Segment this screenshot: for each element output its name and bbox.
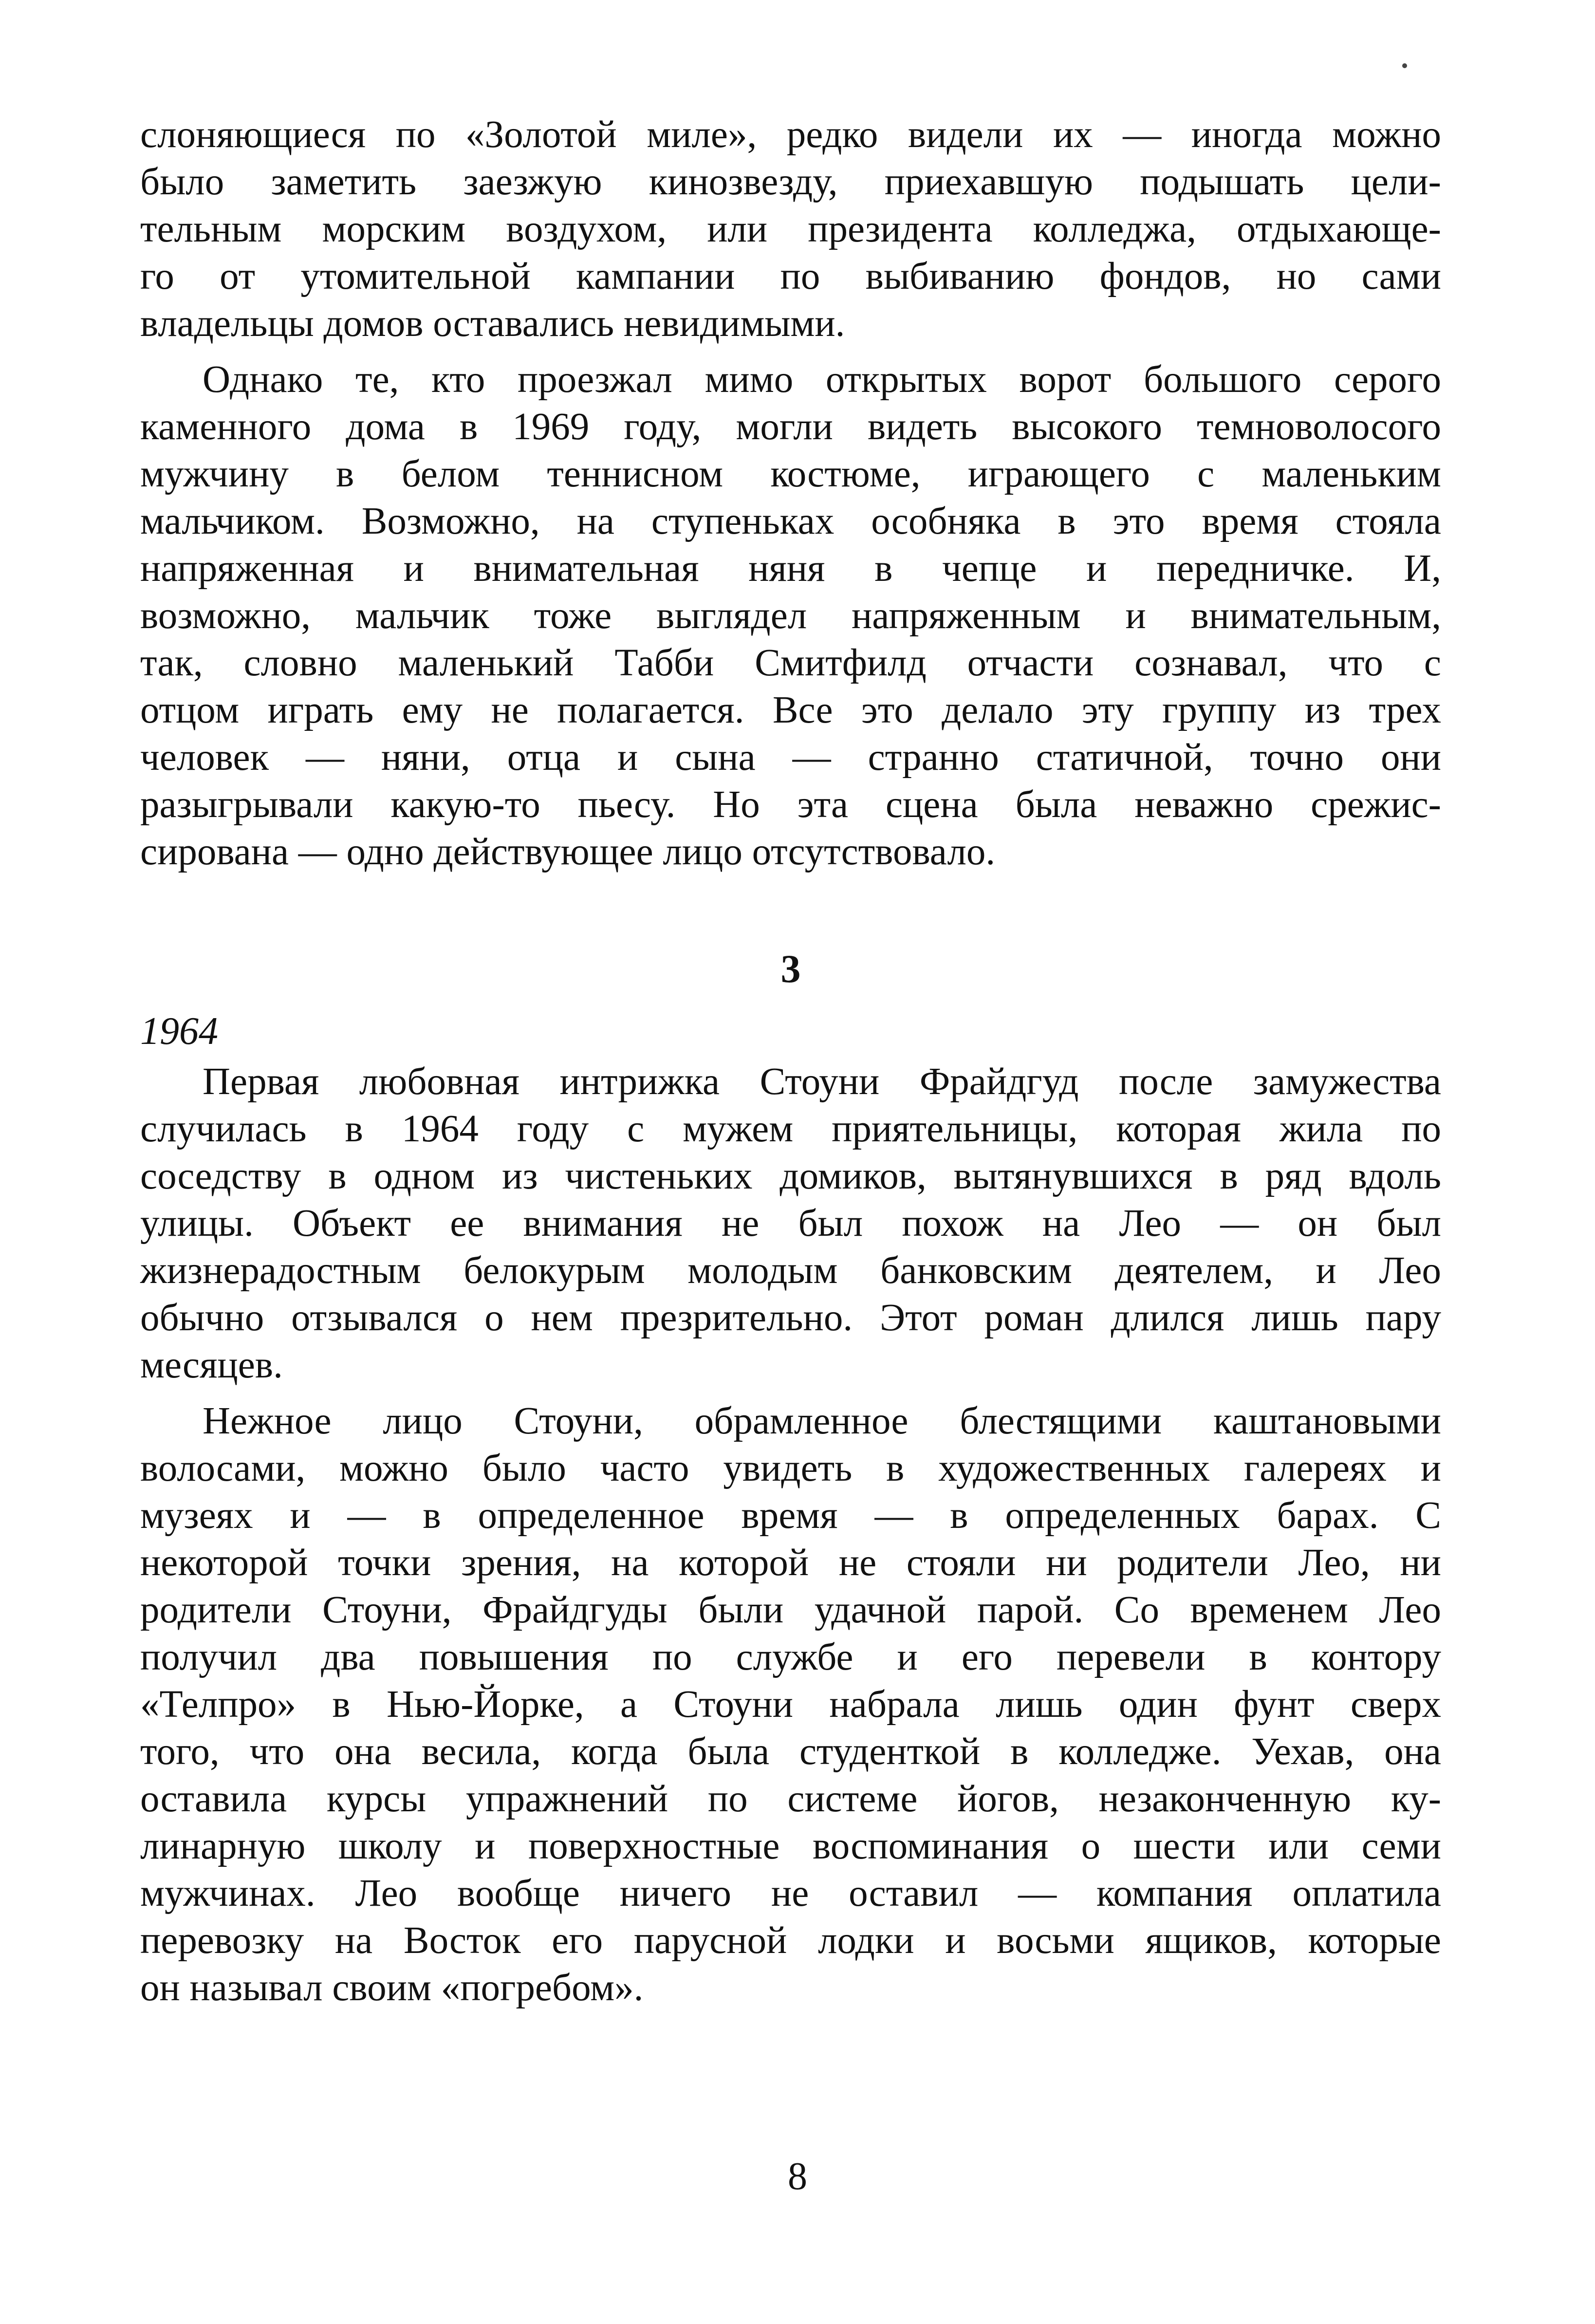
text-line: соседству в одном из чистеньких домиков, вытянувшихся в ряд вдоль [140,1155,1441,1197]
page-number: 8 [788,2155,807,2198]
text-line: случилась в 1964 году с мужем приятельницы, которая жила по [140,1108,1441,1150]
text-line: линарную школу и поверхностные воспоминания о шести или семи [140,1825,1441,1867]
text-line: владельцы домов оставались невидимыми. [140,302,845,345]
text-line: обычно отзывался о нем презрительно. Этот роман длился лишь пару [140,1297,1441,1339]
text-line: того, что она весила, когда была студенткой в колледже. Уехав, она [140,1730,1441,1773]
text-line: человек — няни, отца и сына — странно статичной, точно они [140,736,1441,779]
chapter-body [140,1058,1441,2011]
text-line: жизнерадостным белокурым молодым банковским деятелем, и Лео [140,1249,1441,1292]
text-line: напряженная и внимательная няня в чепце и передничке. И, [140,547,1441,590]
text-line: волосами, можно было часто увидеть в художественных галереях и [140,1447,1441,1489]
scan-speck [1402,63,1407,68]
text-line: разыгрывали какую-то пьесу. Но эта сцена была неважно срежис- [140,783,1441,826]
text-line: месяцев. [140,1344,283,1386]
text-line: получил два повышения по службе и его перевели в контору [140,1636,1441,1678]
text-line: Однако те, кто проезжал мимо открытых ворот большого серого [203,358,1441,401]
chapter-number: 3 [780,947,801,991]
paragraph-1 [140,111,1441,347]
text-line: отцом играть ему не полагается. Все это делало эту группу из трех [140,689,1441,731]
text-line: «Телпро» в Нью-Йорке, а Стоуни набрала лишь один фунт сверх [140,1683,1441,1726]
paragraph-2 [140,356,1441,875]
text-line: перевозку на Восток его парусной лодки и восьми ящиков, которые [140,1919,1441,1962]
text-line: оставила курсы упражнений по системе йогов, незаконченную ку- [140,1778,1441,1820]
text-line: мужчинах. Лео вообще ничего не оставил — компания оплатила [140,1872,1441,1915]
text-line: тельным морским воздухом, или президента колледжа, отдыхающе- [140,208,1441,250]
text-line: музеях и — в определенное время — в определенных барах. С [140,1494,1441,1537]
text-line: он называл своим «погребом». [140,1967,644,2009]
section-continuation [140,111,1441,875]
text-line: некоторой точки зрения, на которой не стояли ни родители Лео, ни [140,1542,1441,1584]
text-line: так, словно маленький Табби Смитфилд отчасти сознавал, что с [140,642,1441,684]
text-line: мужчину в белом теннисном костюме, играющего с маленьким [140,453,1441,495]
text-line: родители Стоуни, Фрайдгуды были удачной парой. Со временем Лео [140,1589,1441,1631]
text-line: сирована — одно действующее лицо отсутствовало. [140,831,996,873]
text-line: возможно, мальчик тоже выглядел напряженным и внимательным, [140,595,1441,637]
text-line: улицы. Объект ее внимания не был похож на Лео — он был [140,1202,1441,1245]
paragraph-3 [140,1058,1441,1389]
text-line: каменного дома в 1969 году, могли видеть высокого темноволосого [140,406,1441,448]
text-line: го от утомительной кампании по выбиванию фондов, но сами [140,255,1441,297]
text-line: мальчиком. Возможно, на ступеньках особняка в это время стояла [140,500,1441,542]
date-heading: 1964 [140,1010,218,1053]
text-line: было заметить заезжую кинозвезду, приехавшую подышать цели- [140,161,1441,203]
text-line: слоняющиеся по «Золотой миле», редко видели их — иногда можно [140,113,1441,156]
paragraph-4 [140,1397,1441,2011]
text-line: Первая любовная интрижка Стоуни Фрайдгуд после замужества [203,1060,1441,1103]
text-line: Нежное лицо Стоуни, обрамленное блестящими каштановыми [203,1400,1441,1442]
